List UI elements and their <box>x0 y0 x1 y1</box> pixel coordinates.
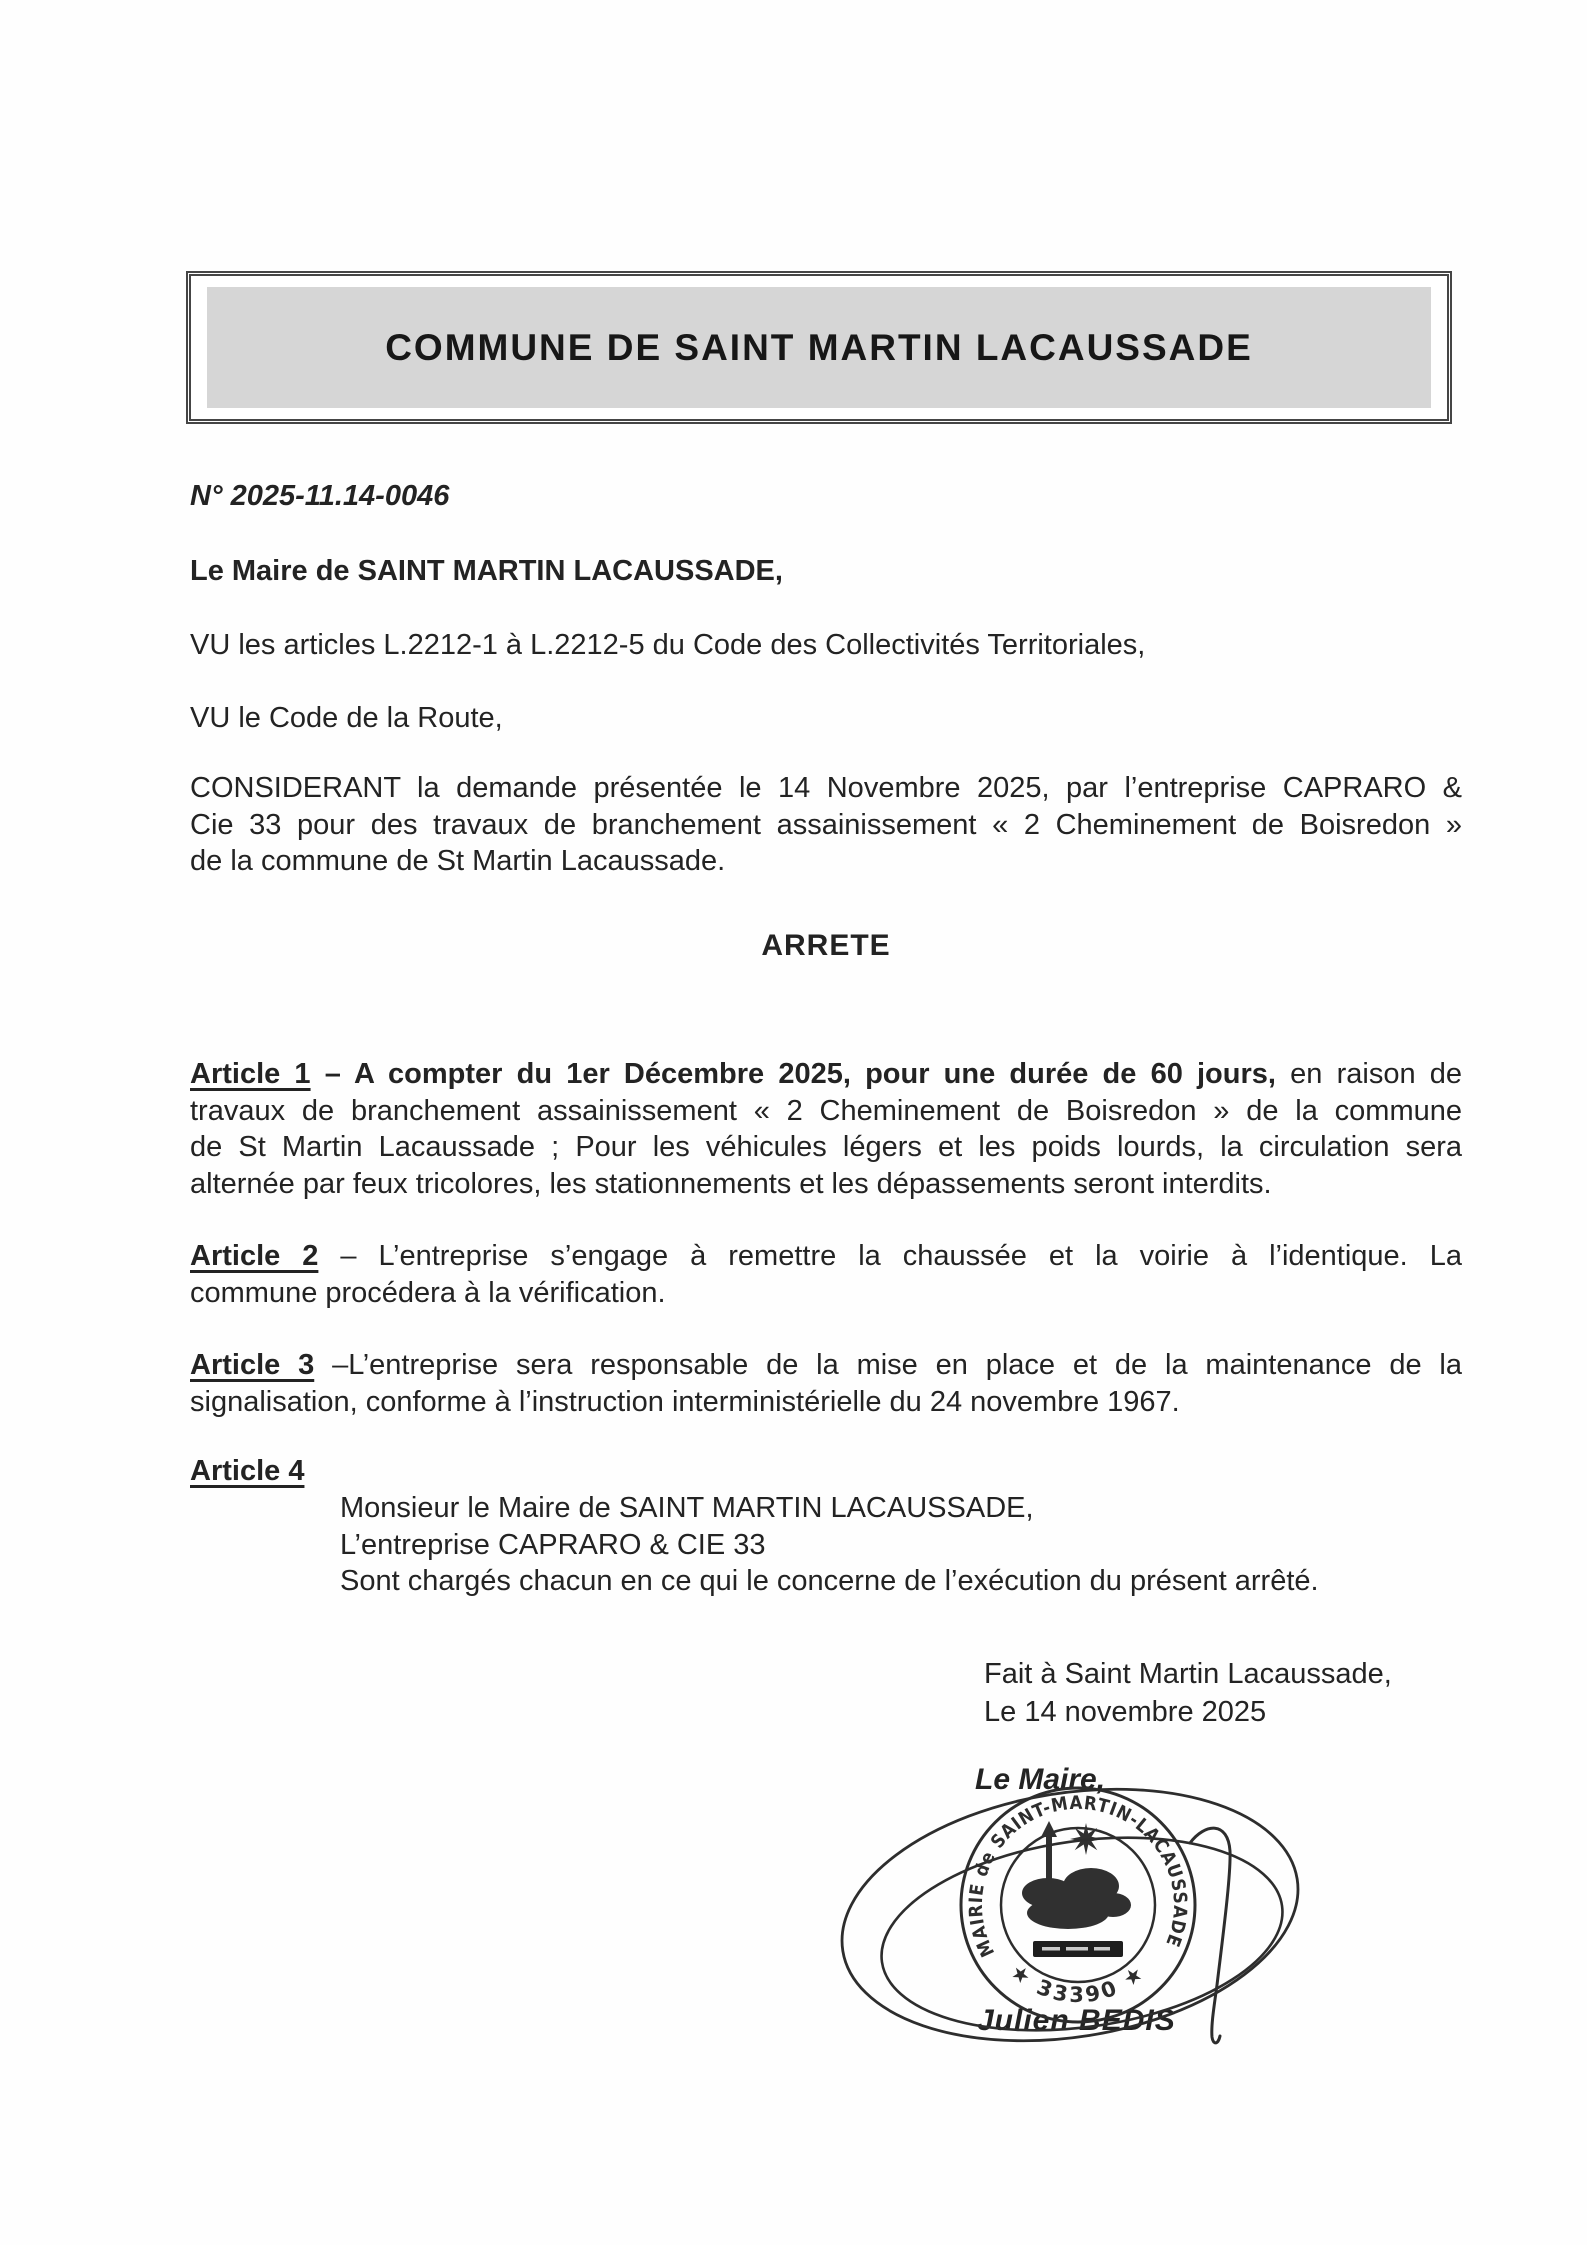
seal-emblem-banner-text-mark <box>1066 1947 1088 1951</box>
article-1-line <box>190 1056 1462 1093</box>
seal-emblem <box>1022 1821 1131 1957</box>
header-box <box>186 271 1452 424</box>
page-title: COMMUNE DE SAINT MARTIN LACAUSSADE <box>385 326 1253 368</box>
seal-emblem-banner-text-mark <box>1094 1947 1110 1951</box>
considerant-line: de la commune de St Martin Lacaussade. <box>190 845 726 877</box>
article-1-label: Article 1 <box>190 1058 311 1090</box>
seal-emblem-rock <box>1022 1878 1074 1908</box>
seal-emblem-rock <box>1095 1893 1131 1917</box>
article-4-line: Sont chargés chacun en ce qui le concerne de l’exécution du présent arrêté. <box>340 1565 1319 1597</box>
seal-emblem-tower <box>1041 1821 1057 1885</box>
arrete-heading: ARRETE <box>761 929 891 962</box>
seal-bottom-text: ★ 33390 ★ <box>1005 1959 1151 2008</box>
article-2-line: commune procédera à la vérification. <box>190 1276 666 1309</box>
signature-flourish <box>1190 1828 1230 2043</box>
closing-date-line: Le 14 novembre 2025 <box>984 1695 1267 1728</box>
vu-line-2: VU le Code de la Route, <box>190 702 503 734</box>
article-1-line: de St Martin Lacaussade ; Pour les véhicules légers et les poids lourds, la circulation sera <box>190 1131 1462 1163</box>
seal-emblem-rock <box>1027 1897 1109 1929</box>
closing-place-line: Fait à Saint Martin Lacaussade, <box>984 1658 1392 1690</box>
article-2-label: Article 2 <box>190 1240 319 1272</box>
signer-name: Julien BEDIS <box>977 2004 1176 2037</box>
article-4-line: Monsieur le Maire de SAINT MARTIN LACAUSSADE, <box>340 1492 1034 1524</box>
seal-outer-circle <box>961 1788 1195 2022</box>
article-4-list <box>340 1490 1319 1600</box>
header-gray-panel <box>207 287 1431 408</box>
seal-emblem-star <box>1070 1823 1102 1855</box>
signer-title: Le Maire, <box>975 1763 1106 1796</box>
article-3-paragraph <box>190 1347 1462 1420</box>
reference-number: N° 2025-11.14-0046 <box>190 480 450 512</box>
salutation-line: Le Maire de SAINT MARTIN LACAUSSADE, <box>190 555 783 587</box>
article-1-lead-tail: en raison de <box>1290 1058 1463 1090</box>
article-3-line <box>190 1347 1462 1384</box>
article-3-text: –L’entreprise sera responsable de la mise en place et de la maintenance de la <box>332 1349 1462 1381</box>
seal-emblem-rock <box>1063 1868 1119 1904</box>
article-1-paragraph <box>190 1056 1462 1202</box>
seal-ring-text-holder <box>966 1793 1190 1960</box>
seal-bottom-text-holder <box>1006 1959 1150 2007</box>
article-4-heading <box>190 1453 1462 1490</box>
seal-inner-circle <box>1001 1828 1155 1982</box>
considerant-paragraph <box>190 770 1462 880</box>
vu-line-1: VU les articles L.2212-1 à L.2212-5 du Code des Collectivités Territoriales, <box>190 629 1146 661</box>
article-3-line: signalisation, conforme à l’instruction interministérielle du 24 novembre 1967. <box>190 1385 1180 1418</box>
seal-ring-text: MAIRIE de SAINT-MARTIN-LACAUSSADE <box>965 1792 1191 1960</box>
article-1-bold-lead: – A compter du 1er Décembre 2025, pour une durée de 60 jours, <box>324 1058 1276 1090</box>
considerant-line: Cie 33 pour des travaux de branchement assainissement « 2 Cheminement de Boisredon » <box>190 808 1462 841</box>
article-2-line <box>190 1238 1462 1275</box>
considerant-line: CONSIDERANT la demande présentée le 14 Novembre 2025, par l’entreprise CAPRARO & <box>190 772 1462 804</box>
seal-emblem-banner-text-mark <box>1042 1947 1060 1951</box>
article-1-line: alternée par feux tricolores, les stationnements et les dépassements seront interdits. <box>190 1167 1272 1200</box>
article-4-line: L’entreprise CAPRARO & CIE 33 <box>340 1528 766 1561</box>
article-4-label: Article 4 <box>190 1455 305 1487</box>
article-2-paragraph <box>190 1238 1462 1311</box>
article-1-line: travaux de branchement assainissement « 2 Cheminement de Boisredon » de la commune <box>190 1094 1462 1127</box>
article-2-text: – L’entreprise s’engage à remettre la chaussée et la voirie à l’identique. La <box>340 1240 1462 1272</box>
seal-emblem-banner <box>1033 1941 1123 1957</box>
closing-block <box>984 1656 1392 1731</box>
municipal-seal <box>961 1788 1195 2022</box>
article-3-label: Article 3 <box>190 1349 315 1381</box>
